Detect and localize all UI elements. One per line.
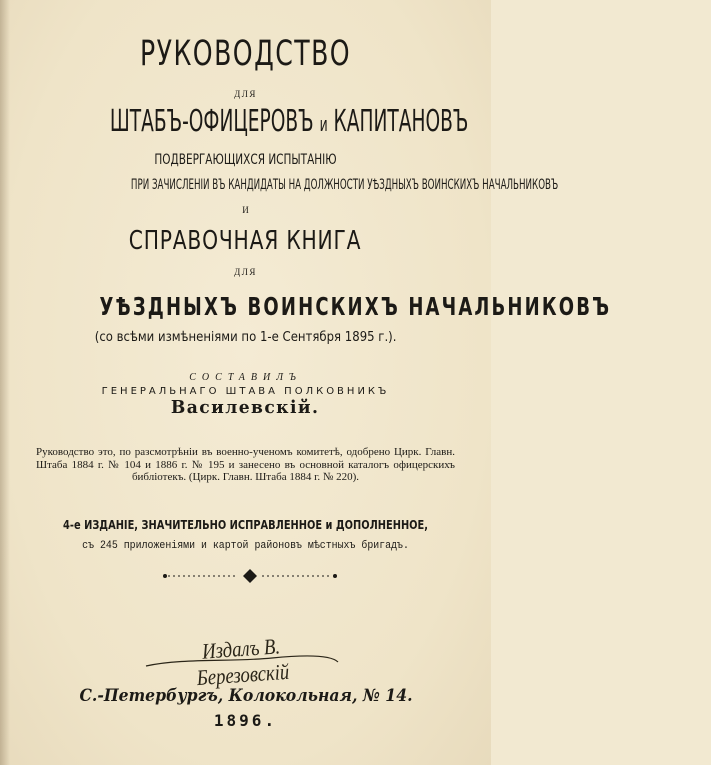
compiled-by: СОСТАВИЛЪ bbox=[189, 372, 302, 383]
condition-line: ПРИ ЗАЧИСЛЕНІИ ВЪ КАНДИДАТЫ НА ДОЛЖНОСТИ УѢЗДНЫХЪ ВОИНСКИХЪ НАЧАЛЬНИКОВЪ bbox=[130, 177, 559, 193]
ornament-divider bbox=[160, 568, 340, 584]
signature-text: Издалъ В. Березовскій bbox=[195, 633, 290, 691]
reference-book-title: СПРАВОЧНАЯ КНИГА bbox=[129, 226, 362, 256]
uezd-chiefs-title: УѢЗДНЫХЪ ВОИНСКИХЪ НАЧАЛЬНИКОВЪ bbox=[99, 292, 612, 321]
publication-year: 1896. bbox=[213, 711, 278, 730]
preposition-dlya-1: ДЛЯ bbox=[234, 89, 257, 99]
author-name: Василевскій. bbox=[171, 397, 320, 418]
officers-captains-line bbox=[0, 104, 491, 139]
appendix-line: съ 245 приложеніями и картой районовъ мѣстныхъ бригадъ. bbox=[82, 540, 409, 552]
main-title: РУКОВОДСТВО bbox=[139, 34, 352, 74]
conjunction-i: И bbox=[242, 205, 249, 215]
changes-line: (со всѣми измѣненіями по 1-е Сентября 1895 г.). bbox=[94, 330, 397, 345]
subject-line: ПОДВЕРГАЮЩИХСЯ ИСПЫТАНІЮ bbox=[154, 152, 337, 168]
preposition-dlya-2: ДЛЯ bbox=[234, 267, 257, 277]
edition-line: 4-е ИЗДАНІЕ, ЗНАЧИТЕЛЬНО ИСПРАВЛЕННОЕ и ДОПОЛНЕННОЕ, bbox=[63, 518, 428, 532]
publisher-address: С.-Петербургъ, Колокольная, № 14. bbox=[78, 686, 413, 706]
approval-paragraph: Руководство это, по разсмотрѣніи въ военно-ученомъ комитетѣ, одобрено Цирк. Главн. Штаба 1884 г. № 104 и 1886 г. № 195 и занесено въ основной каталогъ офицерскихъ библіотекъ. (Цирк. Главн. Штаба 1884 г. № 220). bbox=[36, 446, 455, 483]
publisher-signature bbox=[142, 628, 342, 691]
author-rank: ГЕНЕРАЛЬНАГО ШТАВА ПОЛКОВНИКЪ bbox=[101, 386, 390, 397]
and-small: и bbox=[319, 112, 328, 136]
officers-title: ШТАБЪ-ОФИЦЕРОВЪ bbox=[109, 104, 314, 139]
captains-title: КАПИТАНОВЪ bbox=[333, 104, 469, 139]
